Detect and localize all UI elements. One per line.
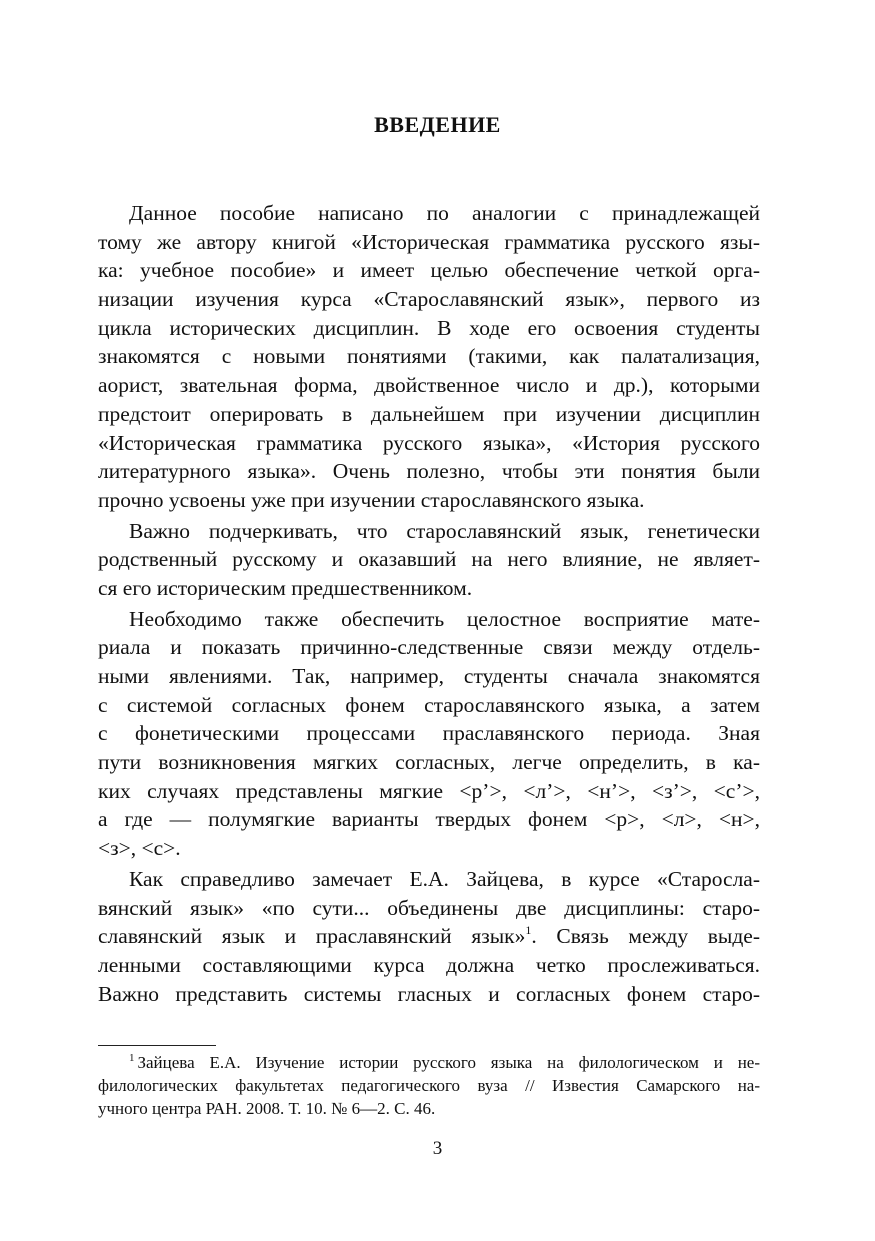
text-line: тому же автору книгой «Историческая грамматика русского язы- xyxy=(98,229,760,254)
text-line: прочно усвоены уже при изучении старославянского языка. xyxy=(98,487,645,512)
text-line: Данное пособие написано по аналогии с принадлежащей xyxy=(129,201,760,225)
paragraph xyxy=(98,865,760,1008)
text-line-with-footnote xyxy=(98,922,760,951)
text-line: с фонетическими процессами праславянского периода. Зная xyxy=(98,721,760,746)
footnote xyxy=(98,1052,760,1120)
text-line: Необходимо также обеспечить целостное восприятие мате- xyxy=(129,606,760,631)
footnote-line: учного центра РАН. 2008. Т. 10. № 6—2. С. 46. xyxy=(98,1098,436,1118)
text-line: низации изучения курса «Старославянский язык», первого из xyxy=(98,287,760,312)
text-line: аорист, звательная форма, двойственное число и др.), которыми xyxy=(98,373,760,398)
text-line: «Историческая грамматика русского языка», «История русского xyxy=(98,430,760,455)
text-segment: . Связь между выде- xyxy=(531,924,761,949)
footnote-text: Зайцева Е.А. Изучение истории русского языка на филологическом и не- xyxy=(137,1053,760,1072)
body-text xyxy=(98,199,760,1008)
text-line: ными явлениями. Так, например, студенты сначала знакомятся xyxy=(98,664,760,688)
paragraph xyxy=(98,517,760,603)
text-line: литературного языка». Очень полезно, чтобы эти понятия были xyxy=(98,459,760,484)
text-line: а где — полумягкие варианты твердых фонем <р>, <л>, <н>, xyxy=(98,807,760,832)
text-line: ленными составляющими курса должна четко прослеживаться. xyxy=(98,952,760,977)
text-line: Как справедливо замечает Е.А. Зайцева, в курсе «Старосла- xyxy=(129,866,760,891)
text-line: Важно представить системы гласных и согласных фонем старо- xyxy=(98,981,760,1006)
page-number: 3 xyxy=(432,1138,443,1159)
footnote-separator xyxy=(98,1045,216,1046)
footnote-line xyxy=(98,1052,760,1075)
paragraph xyxy=(98,199,760,515)
text-line: родственный русскому и оказавший на него влияние, не являет- xyxy=(98,547,760,572)
footnote-marker: 1 xyxy=(129,1052,135,1064)
text-segment: славянский язык и праславянский язык» xyxy=(98,924,526,949)
text-line: цикла исторических дисциплин. В ходе его освоения студенты xyxy=(98,315,760,340)
text-line: риала и показать причинно-следственные связи между отдель- xyxy=(98,635,760,660)
text-line: ка: учебное пособие» и имеет целью обеспечение четкой орга- xyxy=(98,258,760,283)
text-line: предстоит оперировать в дальнейшем при изучении дисциплин xyxy=(98,401,760,426)
text-line: <з>, <с>. xyxy=(98,836,181,861)
paragraph xyxy=(98,605,760,863)
footnote-reference[interactable]: 1 xyxy=(525,923,532,938)
footnote-line: филологических факультетах педагогического вуза // Известия Самарского на- xyxy=(98,1075,760,1095)
page-title: ВВЕДЕНИЕ xyxy=(374,112,501,137)
text-line: пути возникновения мягких согласных, легче определить, в ка- xyxy=(98,750,760,775)
text-line: с системой согласных фонем старославянского языка, а затем xyxy=(98,692,760,717)
text-line: вянский язык» «по сути... объединены две дисциплины: старо- xyxy=(98,895,760,920)
text-line: ся его историческим предшественником. xyxy=(98,575,473,600)
text-line: Важно подчеркивать, что старославянский язык, генетически xyxy=(129,518,760,543)
text-line: знакомятся с новыми понятиями (такими, как палатализация, xyxy=(98,344,760,369)
text-line: ких случаях представлены мягкие <р’>, <л’>, <н’>, <з’>, <с’>, xyxy=(98,778,760,803)
